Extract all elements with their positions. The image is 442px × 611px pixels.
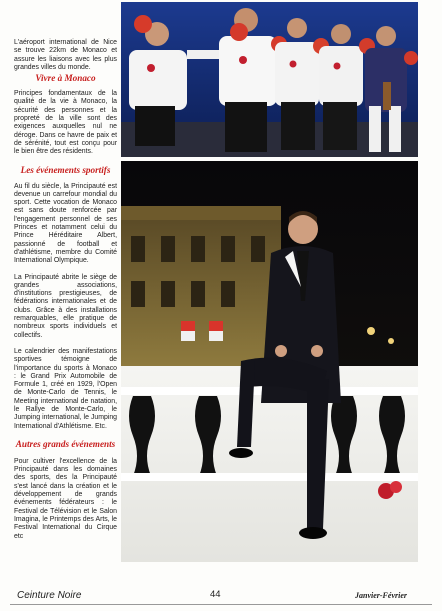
vivre-paragraph: Principes fondamentaux de la qualité de la vie à Monaco, la sécurité des personnes et la propreté de la ville sont des exigences auxquelles nul ne déroge. Dans ce havre de paix et de sérénité, tout est conçu pour le bien être des résidents. [14, 90, 117, 156]
heading-evenements-sportifs: Les événements sportifs [20, 164, 111, 175]
sport-paragraph-1: Au fil du siècle, la Principauté est devenue un carrefour mondial du sport. Cette vocation de Monaco est sans doute renforcée par l'engagement personnel de ses Princes et notamment celui du Prince Héréditaire Albert, passionné de football et d'athlétisme, membre du Comité International Olympique. [14, 182, 117, 265]
intro-paragraph: L'aéroport international de Nice se trouve 22km de Monaco et assure les liaisons avec les plus grandes villes du monde. [14, 39, 117, 71]
issue-date: Janvier-Février [355, 591, 407, 600]
article-column [14, 39, 117, 541]
sport-paragraph-2: La Principauté abrite le siège de grandes associations, d'institutions prestigieuses, de fédérations internationales et de clubs. Grâce à des installations remarquables, elle pratique de nombreux sports individuels et collectifs. [14, 273, 117, 339]
magazine-title: Ceinture Noire [17, 590, 82, 601]
heading-autres-evenements: Autres grands événements [15, 438, 116, 449]
heading-vivre-a-monaco: Vivre à Monaco [35, 73, 96, 84]
man-in-suit-photo [121, 161, 418, 562]
autres-paragraph: Pour cultiver l'excellence de la Principauté dans les domaines des sports, des la Principauté s'est lancé dans la création et le développement de grands événements fédérateurs : le Festival de Télévision et le Salon Imagina, le Printemps des Arts, le Festival International du Cirque etc [14, 457, 117, 540]
sport-paragraph-3: Le calendrier des manifestations sportives témoigne de l'importance du sports à Monaco : le Grand Prix Automobile de Formule 1, créé en 1929, l'Open de Monte-Carlo de Tennis, le Meeting international de natation, le Rallye de Monte-Carlo, le Jumping international, le Jumping International d'Athlétisme. Etc. [14, 347, 117, 430]
page-number: 44 [210, 589, 221, 600]
footer-divider [10, 604, 432, 605]
martial-arts-group-photo [121, 2, 418, 157]
